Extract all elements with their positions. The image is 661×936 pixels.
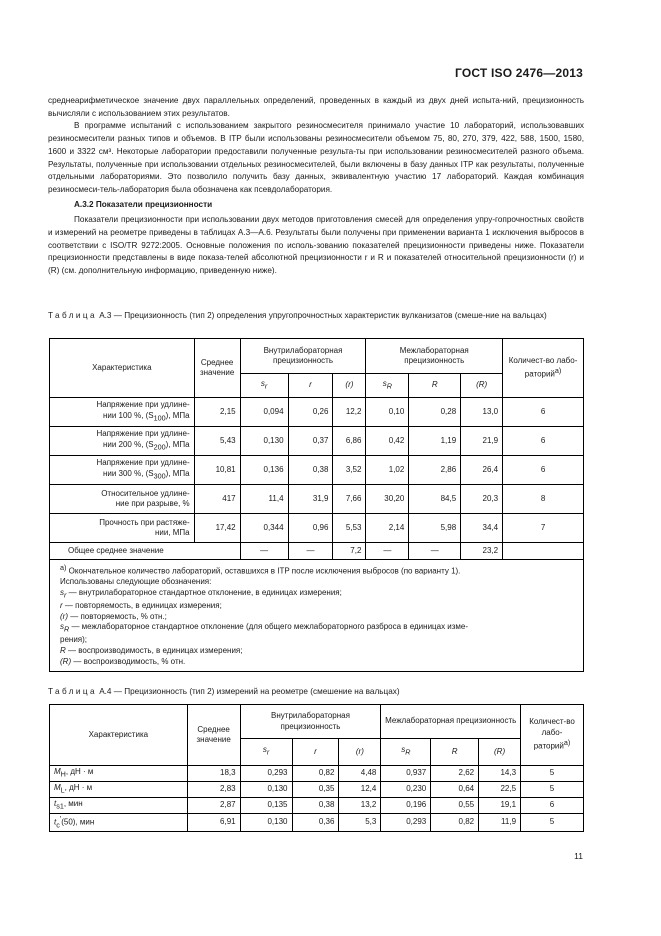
cell-mean: 2,83 bbox=[187, 782, 240, 798]
table-row bbox=[50, 814, 584, 832]
cell-r: 0,26 bbox=[288, 398, 333, 427]
row-label: $M_L$, дН · м bbox=[50, 782, 188, 798]
header-r: r bbox=[292, 739, 339, 766]
header-R: R bbox=[431, 739, 479, 766]
table-notes: $^{a)}$ Окончательное количество лабораторий, оставшихся в ITP после исключения выбросов (по варианту 1). Использованы следующие обозначения: $s_r$ — внутрилабораторное стандартное отклонение, в единицах измерения; r — повторяемость, в единицах измерения; (r) — повторяемость, % отн.; $s_R$ — межлабораторное стандартное отклонение (для общего межлабораторного разброса в единицах изме- рения); R — воспроизводимость, в единицах измерения; (R) — воспроизводимость, % отн. bbox=[50, 560, 584, 672]
header-count: Количест-во лабо-раторий$^{a)}$ bbox=[503, 339, 584, 398]
row-label: Относительное удлине- ние при разрыве, % bbox=[50, 485, 195, 514]
header-R: R bbox=[409, 374, 461, 398]
caption-word: Таблица bbox=[48, 687, 97, 696]
table-row bbox=[50, 514, 584, 543]
cell-r: 0,36 bbox=[292, 814, 339, 832]
cell-R: 0,55 bbox=[431, 798, 479, 814]
cell-sr: 11,4 bbox=[240, 485, 288, 514]
cell-r: 0,82 bbox=[292, 766, 339, 782]
cell-r: 31,9 bbox=[288, 485, 333, 514]
cell-R-rel: 23,2 bbox=[461, 543, 503, 560]
page-number: 11 bbox=[574, 851, 583, 861]
table-notes-row bbox=[50, 560, 584, 672]
caption-text: А.3 — Прецизионность (тип 2) определения упругопрочностных характеристик вулканизатов (смеше-ние на вальцах) bbox=[99, 311, 547, 320]
header-inter: Межлабораторная прецизионность bbox=[366, 339, 503, 374]
caption-text: А.4 — Прецизионность (тип 2) измерений на реометре (смешение на вальцах) bbox=[99, 687, 400, 696]
cell-sR: 0,10 bbox=[366, 398, 409, 427]
cell-r-rel: 3,52 bbox=[333, 456, 366, 485]
header-mean: Среднее значение bbox=[194, 339, 240, 398]
header-inter: Межлабораторная прецизионность bbox=[381, 705, 521, 739]
header-r: r bbox=[288, 374, 333, 398]
header-intra: Внутрилабораторная прецизионность bbox=[240, 705, 381, 739]
cell-r: 0,38 bbox=[288, 456, 333, 485]
cell-sR: 0,937 bbox=[381, 766, 431, 782]
cell-r-rel: 13,2 bbox=[339, 798, 381, 814]
cell-count: 7 bbox=[503, 514, 584, 543]
cell-count: 8 bbox=[503, 485, 584, 514]
cell-r-rel: 12,2 bbox=[333, 398, 366, 427]
row-label: $t_c'(50)$, мин bbox=[50, 814, 188, 832]
header-sr: $s_r$ bbox=[240, 739, 292, 766]
cell-r-rel: 12,4 bbox=[339, 782, 381, 798]
cell-R-rel: 21,9 bbox=[461, 427, 503, 456]
table-row bbox=[50, 766, 584, 782]
table-row bbox=[50, 485, 584, 514]
overall-label: Общее среднее значение bbox=[50, 543, 241, 560]
cell-mean: 18,3 bbox=[187, 766, 240, 782]
header-mean: Среднее значение bbox=[187, 705, 240, 766]
cell-sr: 0,130 bbox=[240, 782, 292, 798]
cell-R-rel: 14,3 bbox=[479, 766, 521, 782]
cell-mean: 6,91 bbox=[187, 814, 240, 832]
cell-R: 0,64 bbox=[431, 782, 479, 798]
header-characteristic: Характеристика bbox=[50, 339, 195, 398]
cell-count: 6 bbox=[503, 456, 584, 485]
cell-r-rel: 6,86 bbox=[333, 427, 366, 456]
cell-R: 0,28 bbox=[409, 398, 461, 427]
cell-count: 6 bbox=[503, 427, 584, 456]
cell-r: 0,35 bbox=[292, 782, 339, 798]
caption-word: Таблица bbox=[48, 311, 97, 320]
cell-mean: 2,15 bbox=[194, 398, 240, 427]
body-text bbox=[48, 95, 584, 278]
header-R-rel: (R) bbox=[461, 374, 503, 398]
cell-R-rel: 22,5 bbox=[479, 782, 521, 798]
cell-sR: 30,20 bbox=[366, 485, 409, 514]
row-label: Напряжение при удлине- нии 300 %, $(S_{300})$, МПа bbox=[50, 456, 195, 485]
cell-r: — bbox=[288, 543, 333, 560]
cell-R: 2,62 bbox=[431, 766, 479, 782]
cell-R-rel: 20,3 bbox=[461, 485, 503, 514]
table-row bbox=[50, 456, 584, 485]
cell-r: 0,37 bbox=[288, 427, 333, 456]
cell-r-rel: 7,66 bbox=[333, 485, 366, 514]
table-row bbox=[50, 782, 584, 798]
cell-r: 0,38 bbox=[292, 798, 339, 814]
cell-R-rel: 34,4 bbox=[461, 514, 503, 543]
table-a3 bbox=[49, 338, 584, 672]
paragraph-1: среднеарифметическое значение двух параллельных определений, проведенных в каждый из двух дней испыта-ний, прецизионность вычисляли с использованием этих результатов. bbox=[48, 96, 584, 118]
header-r-rel: (r) bbox=[333, 374, 366, 398]
header-sR: $s_R$ bbox=[366, 374, 409, 398]
cell-sR: 0,230 bbox=[381, 782, 431, 798]
cell-mean: 5,43 bbox=[194, 427, 240, 456]
cell-sr: 0,130 bbox=[240, 427, 288, 456]
header-r-rel: (r) bbox=[339, 739, 381, 766]
standard-header: ГОСТ ISO 2476—2013 bbox=[454, 66, 583, 80]
cell-R: 0,82 bbox=[431, 814, 479, 832]
cell-sr: 0,094 bbox=[240, 398, 288, 427]
cell-R: — bbox=[409, 543, 461, 560]
row-label: Напряжение при удлине- нии 100 %, $(S_{100})$, МПа bbox=[50, 398, 195, 427]
cell-sr: 0,136 bbox=[240, 456, 288, 485]
table-a4 bbox=[49, 704, 584, 832]
cell-R: 5,98 bbox=[409, 514, 461, 543]
cell-r-rel: 7,2 bbox=[333, 543, 366, 560]
row-label: $M_H$, дН · м bbox=[50, 766, 188, 782]
row-label: $t_{s1}$, мин bbox=[50, 798, 188, 814]
cell-mean: 17,42 bbox=[194, 514, 240, 543]
cell-count: 6 bbox=[503, 398, 584, 427]
row-label: Прочность при растяже- нии, МПа bbox=[50, 514, 195, 543]
cell-sr: 0,135 bbox=[240, 798, 292, 814]
table-row-overall bbox=[50, 543, 584, 560]
section-title: А.3.2 Показатели прецизионности bbox=[74, 199, 213, 209]
header-R-rel: (R) bbox=[479, 739, 521, 766]
cell-sr: 0,130 bbox=[240, 814, 292, 832]
cell-R: 84,5 bbox=[409, 485, 461, 514]
header-count: Количест-во лабо-раторий$^{a)}$ bbox=[521, 705, 584, 766]
cell-sR: 0,293 bbox=[381, 814, 431, 832]
cell-R-rel: 11,9 bbox=[479, 814, 521, 832]
table-row bbox=[50, 427, 584, 456]
cell-sR: — bbox=[366, 543, 409, 560]
cell-R: 1,19 bbox=[409, 427, 461, 456]
paragraph-3: Показатели прецизионности при использовании двух методов приготовления смесей для определения упру-гопрочностных свойств и измерений на реометре приведены в таблицах А.3—А.6. Результаты были получены при применении варианта 1 исключения выбросов в соответствии с ISO/TR 9272:2005. Основные положения по исполь-зованию показателей прецизионности приведены ниже. Показатели прецизионности представлены в виде показа-телей абсолютной прецизионности r и R и показателей относительной прецизионности (r) и (R) (см. дополнительную информацию, приведенную ниже). bbox=[48, 215, 584, 276]
cell-sr: 0,344 bbox=[240, 514, 288, 543]
table-row bbox=[50, 798, 584, 814]
header-sr: $s_r$ bbox=[240, 374, 288, 398]
cell-sR: 0,42 bbox=[366, 427, 409, 456]
cell-R-rel: 19,1 bbox=[479, 798, 521, 814]
cell-sR: 1,02 bbox=[366, 456, 409, 485]
header-characteristic: Характеристика bbox=[50, 705, 188, 766]
cell-mean: 10,81 bbox=[194, 456, 240, 485]
table-row bbox=[50, 398, 584, 427]
header-sR: $s_R$ bbox=[381, 739, 431, 766]
cell-r: 0,96 bbox=[288, 514, 333, 543]
table-a3-caption bbox=[48, 310, 584, 322]
cell-r-rel: 4,48 bbox=[339, 766, 381, 782]
cell-R-rel: 13,0 bbox=[461, 398, 503, 427]
cell-count bbox=[503, 543, 584, 560]
header-intra: Внутрилабораторная прецизионность bbox=[240, 339, 366, 374]
cell-count: 5 bbox=[521, 814, 584, 832]
cell-R: 2,86 bbox=[409, 456, 461, 485]
cell-sR: 0,196 bbox=[381, 798, 431, 814]
cell-sr: — bbox=[240, 543, 288, 560]
cell-mean: 417 bbox=[194, 485, 240, 514]
table-a4-caption bbox=[48, 686, 584, 698]
cell-R-rel: 26,4 bbox=[461, 456, 503, 485]
cell-sr: 0,293 bbox=[240, 766, 292, 782]
paragraph-2: В программе испытаний с использованием закрытого резиносмесителя принимало участие 10 лабораторий, использовавших резиносмесители разных типов и объемов. В ITP были использованы резиносмесители объемом 75, 80, 270, 379, 422, 588, 1500, 1580, 1600 и 3322 см³. Некоторые лаборатории предоставили полученные результа-ты при использовании резиносмесителей разного объема. Результаты, полученные при использовании отдельных резиносмесителей, были включены в базу данных ITP как результаты, полученные отдельными лабораториями. Это позволило получить базу данных, эквивалентную участию 17 лабораторий. Каждая комбинация резиносмеси-тель-лаборатория была обозначена как псевдолаборатория. bbox=[48, 121, 584, 194]
cell-r-rel: 5,53 bbox=[333, 514, 366, 543]
cell-sR: 2,14 bbox=[366, 514, 409, 543]
cell-r-rel: 5,3 bbox=[339, 814, 381, 832]
row-label: Напряжение при удлине- нии 200 %, $(S_{200})$, МПа bbox=[50, 427, 195, 456]
cell-count: 5 bbox=[521, 766, 584, 782]
cell-mean: 2,87 bbox=[187, 798, 240, 814]
cell-count: 6 bbox=[521, 798, 584, 814]
cell-count: 5 bbox=[521, 782, 584, 798]
